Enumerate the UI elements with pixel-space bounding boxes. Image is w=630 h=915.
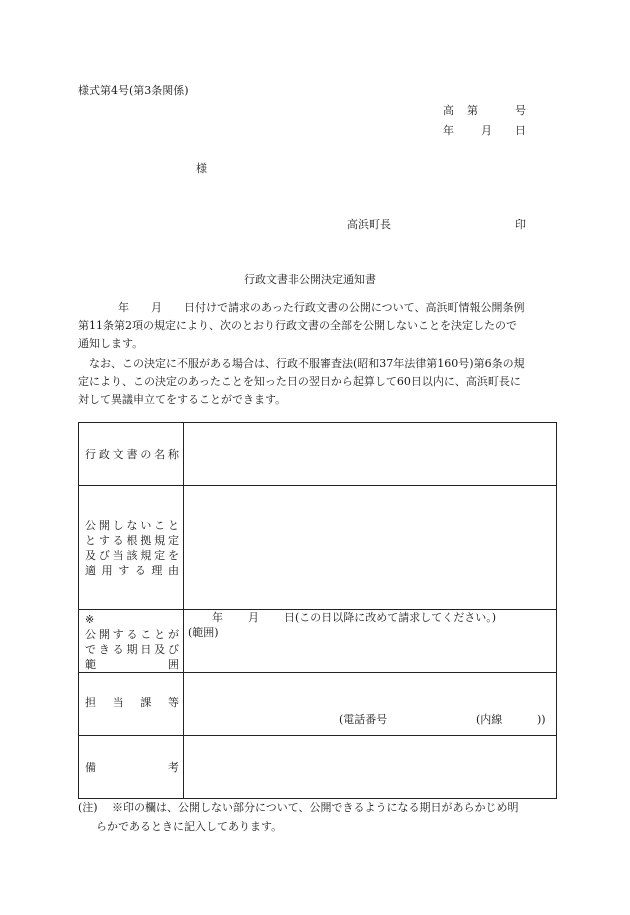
document-name-field[interactable] (184, 423, 557, 486)
asterisk-mark: ※ (85, 613, 95, 626)
disclosure-date-field[interactable] (184, 610, 557, 673)
row-document-name (79, 423, 557, 486)
disclosure-label-line: できる期日及び (85, 643, 179, 656)
disclosure-year: 年 (212, 611, 223, 624)
seal-mark: 印 (515, 218, 526, 231)
note-line-1: ※印の欄は、公開しない部分について、公開できるようになる期日があらかじめ明 (112, 801, 519, 814)
body-paragraph-1 (78, 299, 558, 353)
row-reason (79, 486, 557, 610)
reason-field[interactable] (184, 486, 557, 610)
disclosure-month: 月 (248, 611, 259, 624)
label-cell (79, 610, 184, 673)
label-cell (79, 423, 184, 486)
phone-close: )) (537, 713, 546, 726)
date-year: 年 (443, 124, 454, 137)
doc-number-mid: 第 (467, 104, 478, 117)
reason-label-line: 及び当該規定を (85, 549, 179, 562)
label-cell (79, 736, 184, 799)
body-line: 第11条第2項の規定により、次のとおり行政文書の全部を公開しないことを決定したので (78, 319, 517, 332)
notice-form-table (78, 422, 557, 799)
reason-label-line: とする根拠規定 (85, 534, 179, 547)
phone-label: (電話番号 (339, 713, 388, 726)
body-line: 対して異議申立てをすることができます。 (78, 393, 287, 406)
note-line-2: らかであるときに記入してあります。 (96, 820, 283, 833)
row-disclosure-date (79, 610, 557, 673)
extension-label: (内線 (476, 713, 503, 726)
department-field[interactable] (184, 673, 557, 736)
disclosure-label-line: 公開することが (85, 628, 179, 641)
document-title: 行政文書非公開決定通知書 (244, 273, 376, 286)
note-prefix: (注) (78, 801, 98, 814)
disclosure-label-line: 範囲 (85, 658, 179, 671)
row-department (79, 673, 557, 736)
body-line: なお、この決定に不服がある場合は、行政不服審査法(昭和37年法律第160号)第6条の規 (78, 357, 525, 370)
label-cell (79, 486, 184, 610)
body-line: 定により、この決定のあったことを知った日の翌日から起算して60日以内に、高浜町長に (78, 375, 521, 388)
addressee-suffix: 様 (196, 162, 207, 175)
body-paragraph-2 (78, 355, 558, 409)
date-day: 日 (515, 124, 526, 137)
remarks-label: 備考 (85, 761, 179, 774)
reason-label-line: 公開しないこと (85, 519, 179, 532)
reason-label-line: 適用する理由 (85, 564, 179, 577)
body-line: 年 月 日付けで請求のあった行政文書の公開について、高浜町情報公開条例 (96, 301, 525, 314)
doc-number-suffix: 号 (515, 104, 526, 117)
issuer-name: 高浜町長 (347, 218, 391, 231)
label-cell (79, 673, 184, 736)
remarks-field[interactable] (184, 736, 557, 799)
document-name-label: 行政文書の名称 (85, 448, 179, 461)
row-remarks (79, 736, 557, 799)
department-label: 担当課等 (85, 696, 179, 709)
form-number: 様式第4号(第3条関係) (78, 84, 189, 97)
disclosure-range-label: (範囲) (188, 626, 219, 639)
doc-number-prefix: 高 (443, 104, 454, 117)
body-line: 通知します。 (78, 337, 144, 350)
date-month: 月 (481, 124, 492, 137)
disclosure-day-note: 日(この日以降に改めて請求してください。) (284, 611, 497, 624)
